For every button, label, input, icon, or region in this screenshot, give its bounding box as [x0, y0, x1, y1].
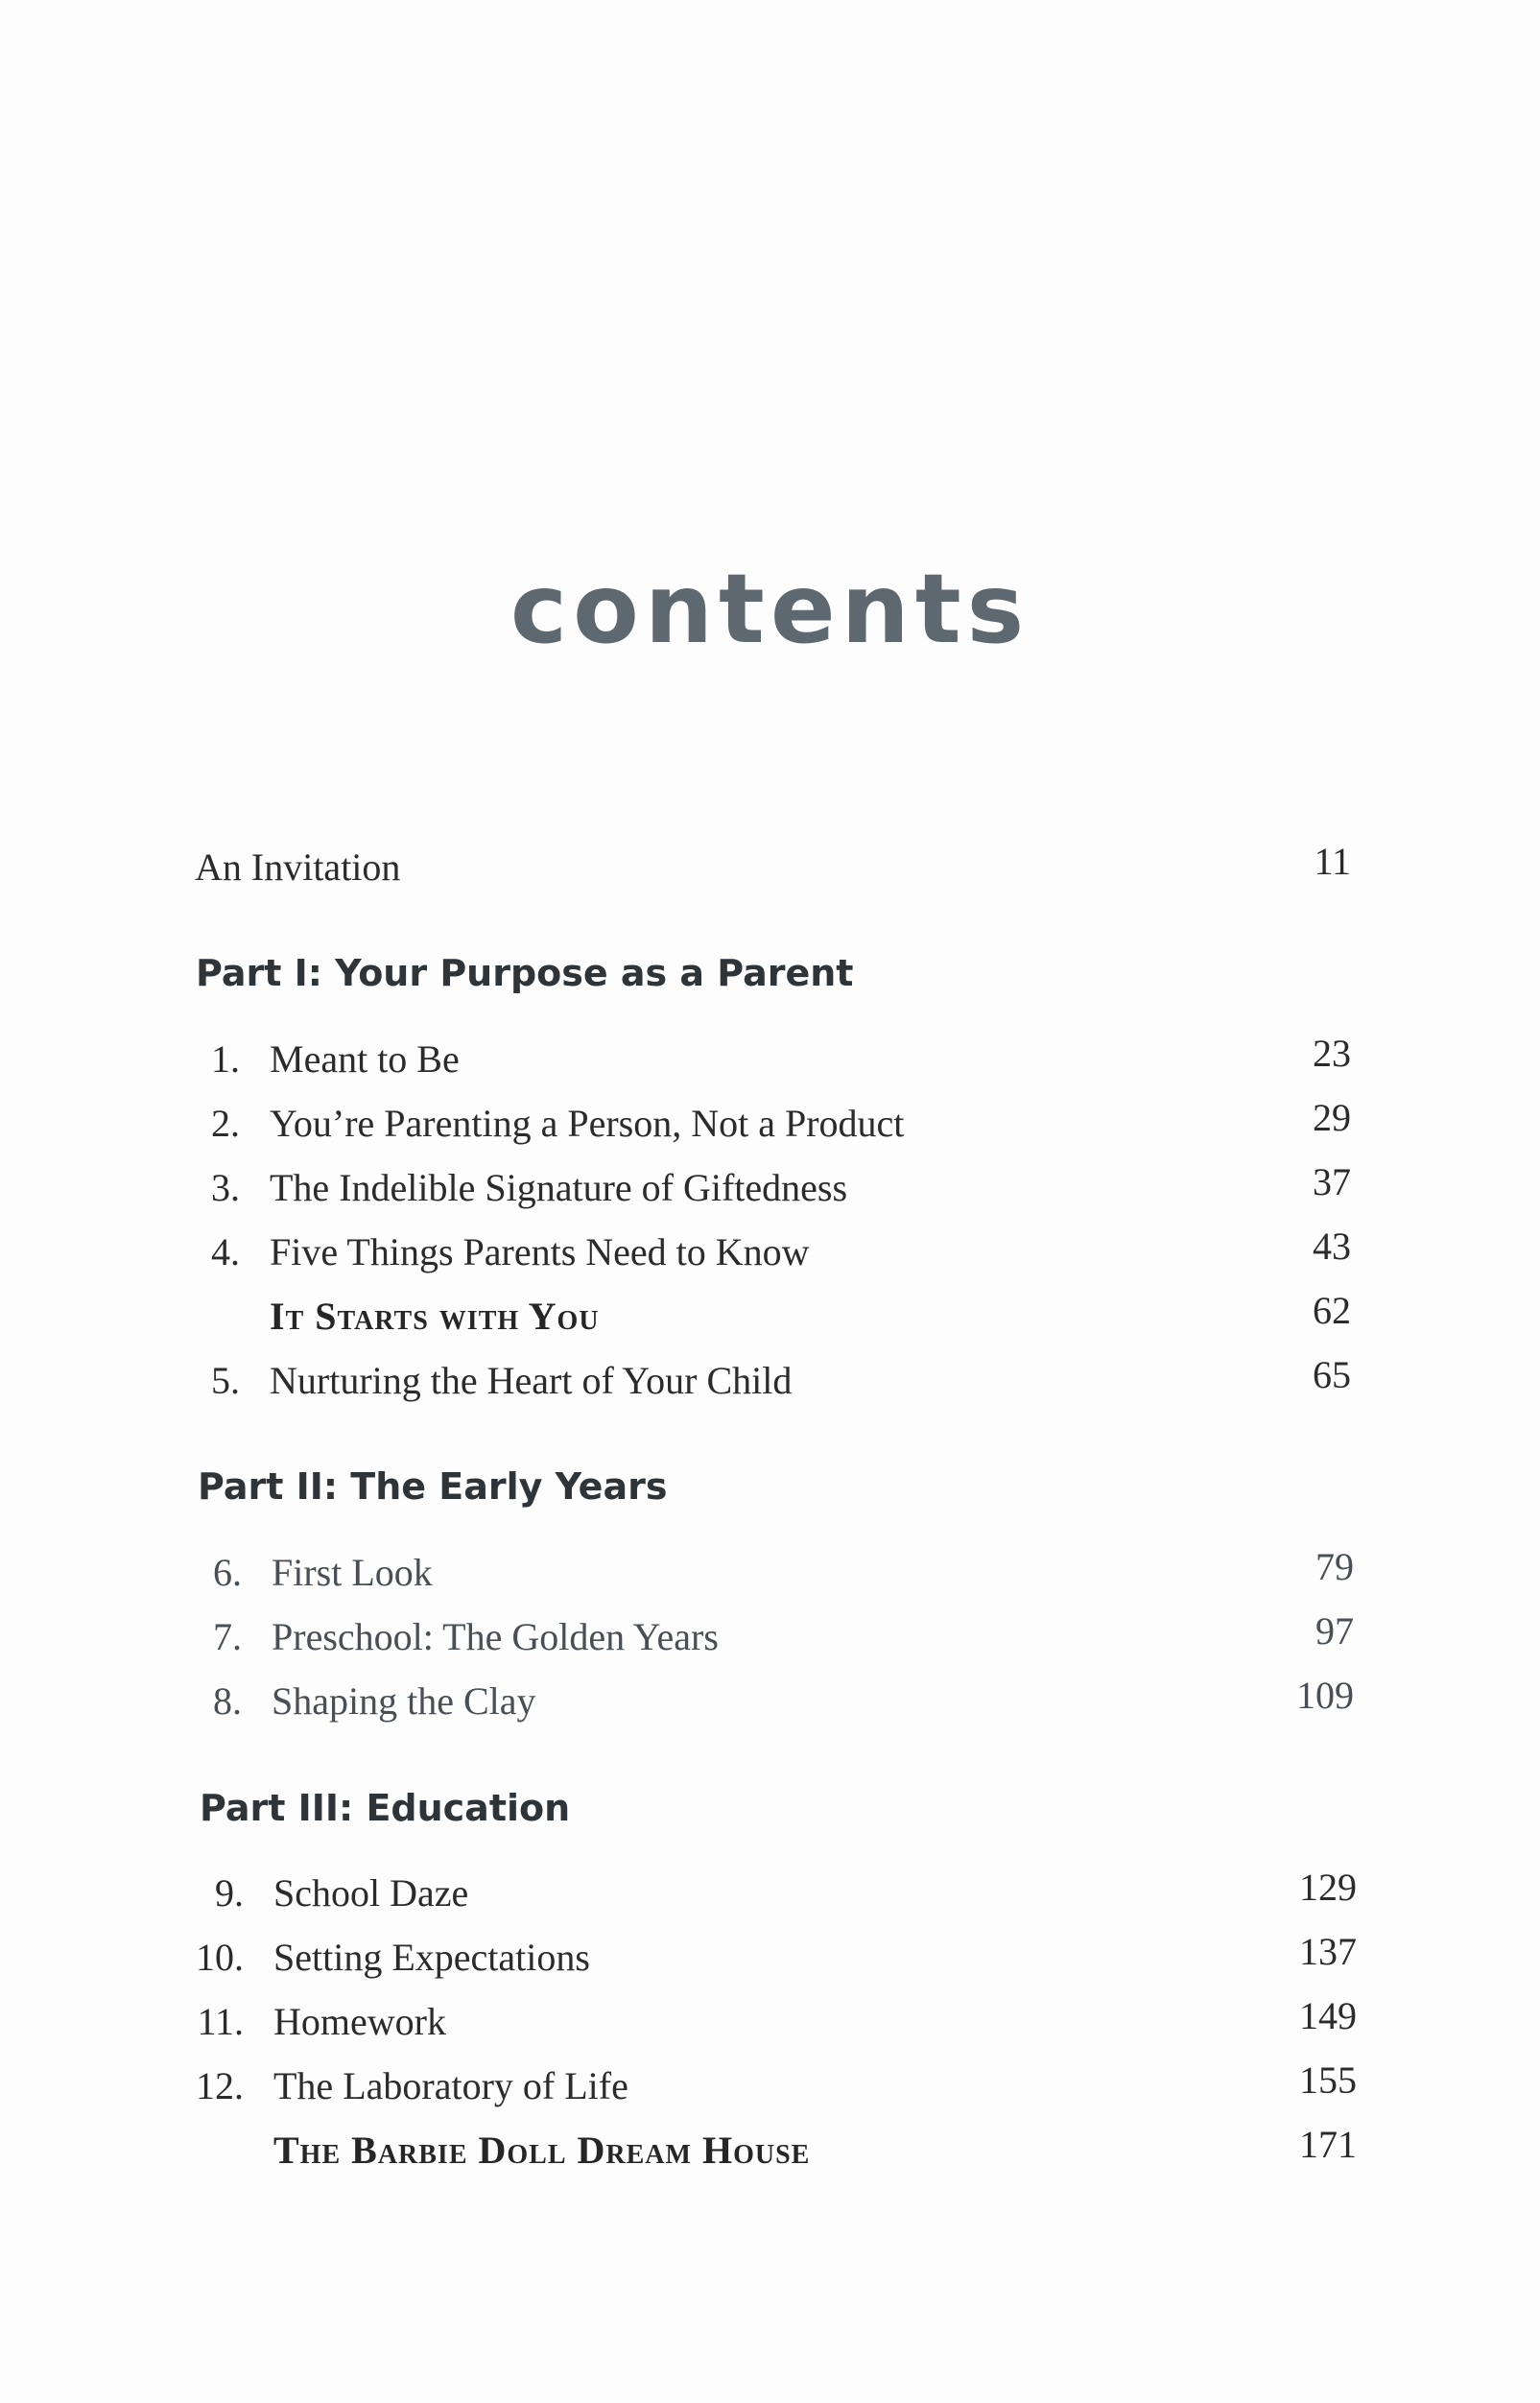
toc-entry-page: 155 [1299, 2058, 1357, 2102]
toc-entry-page: 43 [1313, 1225, 1351, 1268]
toc-entry-label: You’re Parenting a Person, Not a Product [270, 1102, 905, 1145]
toc-entry[interactable] [0, 1930, 1540, 1988]
toc-entry-number: 1. [211, 1037, 240, 1081]
toc-entry-label: Meant to Be [270, 1037, 460, 1081]
toc-entry-label: The Laboratory of Life [273, 2064, 628, 2107]
toc-entry-label: It Starts with You [270, 1295, 600, 1338]
toc-entry-page: 149 [1299, 1994, 1357, 2037]
toc-entry-number: 10. [196, 1936, 244, 1979]
toc-entry-number: 12. [196, 2064, 244, 2107]
toc-entry[interactable] [0, 1545, 1540, 1604]
toc-entry-page: 79 [1315, 1545, 1354, 1588]
toc-entry[interactable] [0, 1674, 1540, 1732]
toc-entry-page: 129 [1299, 1866, 1357, 1909]
toc-entry-page: 37 [1313, 1160, 1351, 1203]
toc-entry-feature[interactable] [0, 2123, 1540, 2181]
toc-entry-number: 2. [211, 1102, 240, 1145]
toc-entry-label: An Invitation [195, 845, 401, 889]
toc-entry-number: 7. [213, 1615, 242, 1658]
part-heading-3: Part III: Education [200, 1787, 571, 1829]
toc-entry-label: Homework [273, 2000, 446, 2043]
toc-entry-number: 4. [211, 1230, 240, 1273]
toc-entry-label: Setting Expectations [273, 1936, 590, 1979]
toc-entry-label: Shaping the Clay [272, 1679, 536, 1723]
toc-entry-page: 65 [1313, 1353, 1351, 1396]
toc-entry[interactable] [0, 1353, 1540, 1412]
toc-entry-number: 9. [215, 1871, 244, 1915]
part-heading-1: Part I: Your Purpose as a Parent [196, 952, 854, 994]
toc-entry-label: The Barbie Doll Dream House [273, 2129, 811, 2172]
toc-entry-page: 137 [1299, 1930, 1357, 1973]
toc-entry-number: 6. [213, 1551, 242, 1594]
toc-entry[interactable] [0, 1994, 1540, 2053]
page-title: contents [509, 553, 1031, 665]
toc-entry-number: 5. [211, 1359, 240, 1402]
toc-entry[interactable] [0, 1225, 1540, 1283]
toc-entry-label: First Look [272, 1551, 433, 1594]
toc-entry[interactable] [0, 1160, 1540, 1219]
toc-entry-page: 11 [1314, 840, 1351, 883]
toc-entry-label: School Daze [273, 1871, 469, 1915]
toc-entry-page: 97 [1315, 1609, 1354, 1653]
part-heading-2: Part II: The Early Years [198, 1465, 668, 1508]
toc-entry[interactable] [0, 1096, 1540, 1154]
toc-entry-number: 11. [197, 2000, 244, 2043]
toc-entry-page: 171 [1299, 2123, 1357, 2166]
toc-entry-invitation[interactable] [0, 840, 1540, 898]
toc-entry[interactable] [0, 1609, 1540, 1668]
toc-entry-label: The Indelible Signature of Giftedness [270, 1166, 848, 1209]
toc-entry[interactable] [0, 2058, 1540, 2117]
toc-entry-label: Preschool: The Golden Years [272, 1615, 719, 1658]
toc-entry-page: 29 [1313, 1096, 1351, 1139]
toc-entry-label: Nurturing the Heart of Your Child [270, 1359, 793, 1402]
toc-entry-number: 3. [211, 1166, 240, 1209]
toc-entry-page: 62 [1313, 1289, 1351, 1332]
toc-entry[interactable] [0, 1032, 1540, 1090]
toc-entry-number: 8. [213, 1679, 242, 1723]
toc-entry-label: Five Things Parents Need to Know [270, 1230, 810, 1273]
toc-entry-page: 23 [1313, 1032, 1351, 1075]
toc-entry-page: 109 [1296, 1674, 1354, 1717]
toc-entry-feature[interactable] [0, 1289, 1540, 1347]
toc-entry[interactable] [0, 1866, 1540, 1924]
